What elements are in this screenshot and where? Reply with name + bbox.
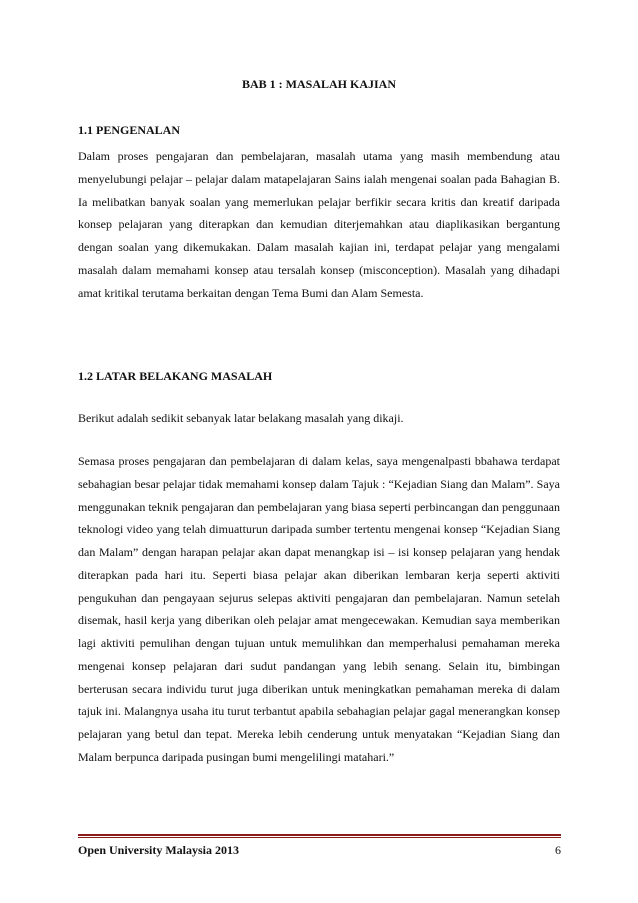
section-heading-latar-belakang: 1.2 LATAR BELAKANG MASALAH [78,369,273,383]
chapter-title: BAB 1 : MASALAH KAJIAN [241,77,396,91]
footer-rule [78,834,561,836]
footer-rule-thin [78,837,561,838]
paragraph-latar-belakang: Semasa proses pengajaran dan pembelajaran di dalam kelas, saya mengenalpasti bbahawa terdapat sebahagian besar pelajar tidak memahami konsep dalam Tajuk : “Kejadian Siang dan Malam”. Saya menggunakan teknik pengajaran dan pembelajaran yang biasa seperti perbincangan dan penggunaan teknologi video yang telah dimuatturun daripada sumber tertentu mengenai konsep “Kejadian Siang dan Malam” dengan harapan pelajar akan dapat menangkap isi – isi konsep pelajaran yang hendak diterapkan pada hari itu. Seperti biasa pelajar akan diberikan lembaran kerja seperti aktiviti pengukuhan dan pengayaan sejurus selepas aktiviti pengajaran dan pembelajaran. Namun setelah disemak, hasil kerja yang diberikan oleh pelajar amat mengecewakan. Kemudian saya memberikan lagi aktiviti pemulihan dengan tujuan untuk memulihkan dan memperhalusi pemahaman mereka mengenai konsep pelajaran dari sudut pandangan yang lebih senang. Selain itu, bimbingan berterusan secara individu turut juga diberikan untuk meningkatkan pemahaman mereka di dalam tajuk ini. Malangnya usaha itu turut terbantut apabila sebahagian pelajar gagal menerangkan konsep pelajaran yang betul dan tepat. Mereka lebih cenderung untuk menyatakan “Kejadian Siang dan Malam berpunca daripada pusingan bumi mengelilingi matahari.” [78,454,560,764]
paragraph-pengenalan: Dalam proses pengajaran dan pembelajaran, masalah utama yang masih membendung atau menyelubungi pelajar – pelajar dalam matapelajaran Sains ialah mengenai soalan pada Bahagian B. Ia melibatkan banyak soalan yang memerlukan pelajar berfikir secara kritis dan kreatif daripada konsep pelajaran yang diterapkan dan kemudian diterjemahkan atau diaplikasikan bergantung dengan soalan yang dikemukakan. Dalam masalah kajian ini, terdapat pelajar yang mengalami masalah dalam memahami konsep atau tersalah konsep (misconception). Masalah yang dihadapi amat kritikal terutama berkaitan dengan Tema Bumi dan Alam Semesta. [78,149,560,300]
page-number: 6 [555,843,561,857]
section-heading-pengenalan: 1.1 PENGENALAN [78,123,181,137]
paragraph-intro: Berikut adalah sedikit sebanyak latar belakang masalah yang dikaji. [78,411,404,425]
footer-institution: Open University Malaysia 2013 [78,843,239,857]
